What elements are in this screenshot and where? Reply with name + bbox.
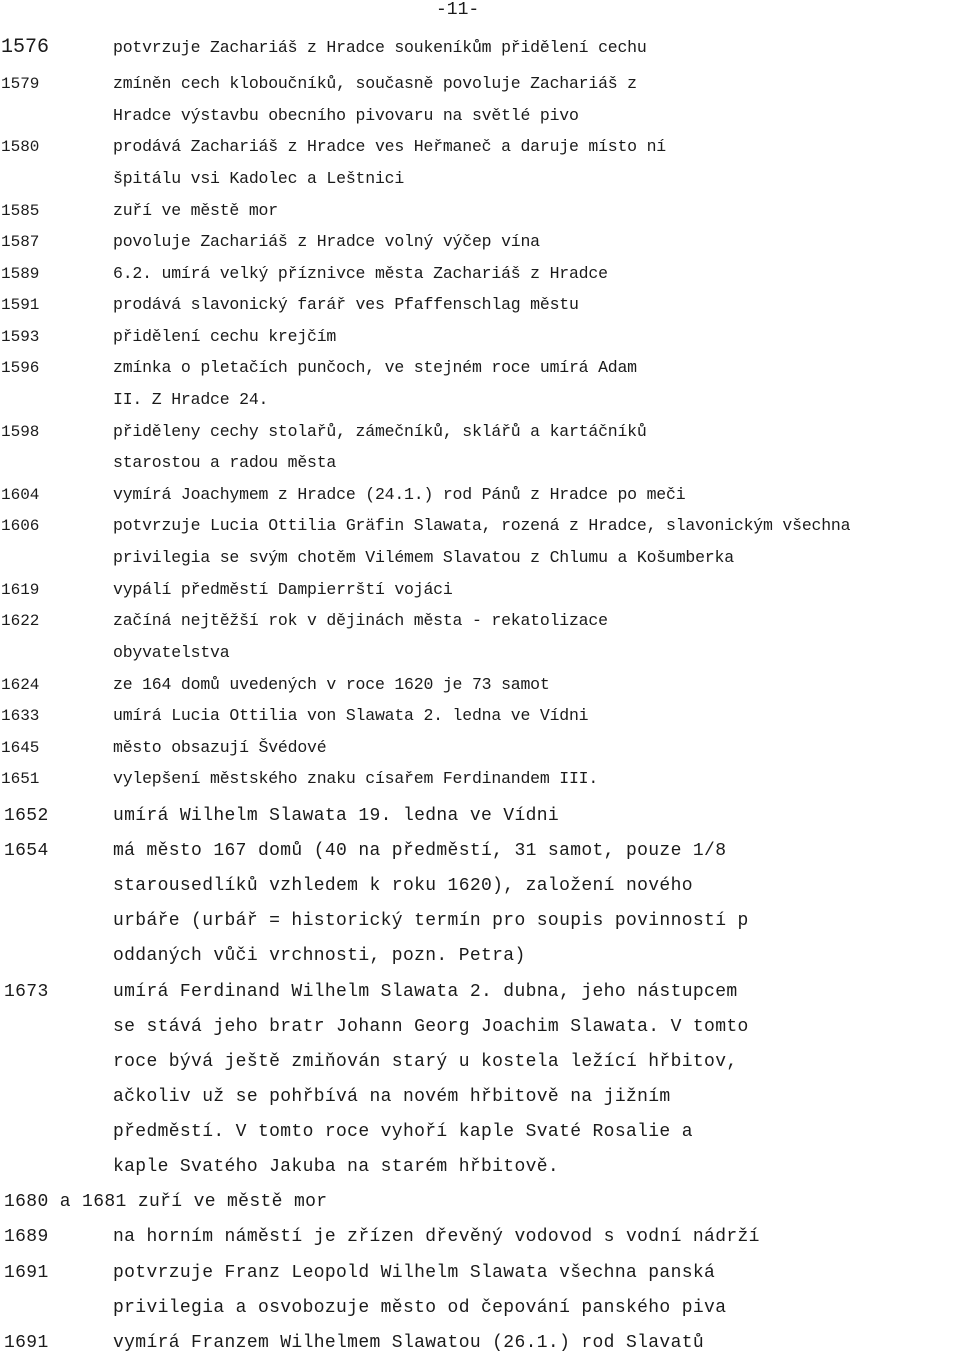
entry-year: 1587 xyxy=(1,233,40,251)
entry-text-line: zmíněn cech kloboučníků, současně povoluje Zachariáš z xyxy=(113,74,637,93)
entry-text-line: potvrzuje Franz Leopold Wilhelm Slawata všechna panská xyxy=(113,1263,716,1283)
entry-text-line: povoluje Zachariáš z Hradce volný výčep vína xyxy=(113,232,540,251)
entry-year: 1598 xyxy=(1,423,40,441)
entry-text-line: starostou a radou města xyxy=(113,453,337,472)
entry-year: 1591 xyxy=(1,296,40,314)
entry-year: 1691 xyxy=(4,1263,49,1283)
entry-year: 1619 xyxy=(1,581,40,599)
entry-text-line: potvrzuje Zachariáš z Hradce soukeníkům přidělení cechu xyxy=(113,38,647,57)
entry-year: 1604 xyxy=(1,486,40,504)
page-number: -11- xyxy=(436,0,480,20)
entry-text-line: Hradce výstavbu obecního pivovaru na světlé pivo xyxy=(113,106,579,125)
entry-text-line: špitálu vsi Kadolec a Leštnici xyxy=(113,169,405,188)
entry-year: 1633 xyxy=(1,707,40,725)
entry-text-line: město obsazují Švédové xyxy=(113,738,327,757)
entry-text-line: vymírá Joachymem z Hradce (24.1.) rod Pánů z Hradce po meči xyxy=(113,485,686,504)
entry-text-line: zmínka o pletačích punčoch, ve stejném roce umírá Adam xyxy=(113,358,637,377)
entry-year: 1624 xyxy=(1,676,40,694)
entry-year: 1579 xyxy=(1,75,40,93)
entry-text-line: 1680 a 1681 zuří ve městě mor xyxy=(4,1192,328,1212)
entry-text-line: zuří ve městě mor xyxy=(113,201,278,220)
entry-text-line: vypálí předměstí Dampierrští vojáci xyxy=(113,580,453,599)
entry-text-line: urbáře (urbář = historický termín pro soupis povinností p xyxy=(113,911,749,931)
entry-year: 1651 xyxy=(1,770,40,788)
entry-year: 1622 xyxy=(1,612,40,630)
entry-year: 1654 xyxy=(4,841,49,861)
entry-text-line: potvrzuje Lucia Ottilia Gräfin Slawata, rozená z Hradce, slavonickým všechna xyxy=(113,516,851,535)
entry-year: 1576 xyxy=(1,36,50,59)
entry-text-line: oddaných vůči vrchnosti, pozn. Petra) xyxy=(113,946,526,966)
entry-text-line: starousedlíků vzhledem k roku 1620), založení nového xyxy=(113,876,693,896)
entry-text-line: se stává jeho bratr Johann Georg Joachim Slawata. V tomto xyxy=(113,1017,749,1037)
entry-text-line: začíná nejtěžší rok v dějinách města - rekatolizace xyxy=(113,611,608,630)
entry-text-line: přidělení cechu krejčím xyxy=(113,327,337,346)
entry-text-line: ačkoliv už se pohřbívá na novém hřbitově na jižním xyxy=(113,1087,671,1107)
entry-year: 1589 xyxy=(1,265,40,283)
entry-text-line: prodává Zachariáš z Hradce ves Heřmaneč a daruje místo ní xyxy=(113,137,666,156)
entry-year: 1691 xyxy=(4,1333,49,1353)
entry-year: 1580 xyxy=(1,138,40,156)
entry-text-line: 6.2. umírá velký příznivce města Zachariáš z Hradce xyxy=(113,264,608,283)
entry-year: 1606 xyxy=(1,517,40,535)
entry-year: 1689 xyxy=(4,1227,49,1247)
entry-text-line: na horním náměstí je zřízen dřevěný vodovod s vodní nádrží xyxy=(113,1227,760,1247)
entry-text-line: ze 164 domů uvedených v roce 1620 je 73 samot xyxy=(113,675,550,694)
entry-text-line: umírá Wilhelm Slawata 19. ledna ve Vídni xyxy=(113,806,560,826)
entry-text-line: kaple Svatého Jakuba na starém hřbitově. xyxy=(113,1157,560,1177)
entry-text-line: prodává slavonický farář ves Pfaffenschlag městu xyxy=(113,295,579,314)
entry-text-line: II. Z Hradce 24. xyxy=(113,390,269,409)
entry-text-line: přiděleny cechy stolařů, zámečníků, sklářů a kartáčníků xyxy=(113,422,647,441)
entry-year: 1596 xyxy=(1,359,40,377)
entry-text-line: umírá Ferdinand Wilhelm Slawata 2. dubna, jeho nástupcem xyxy=(113,982,738,1002)
entry-text-line: vylepšení městského znaku císařem Ferdinandem III. xyxy=(113,769,599,788)
entry-text-line: má město 167 domů (40 na předměstí, 31 samot, pouze 1/8 xyxy=(113,841,727,861)
entry-year: 1593 xyxy=(1,328,40,346)
entry-text-line: předměstí. V tomto roce vyhoří kaple Svaté Rosalie a xyxy=(113,1122,693,1142)
entry-text-line: umírá Lucia Ottilia von Slawata 2. ledna ve Vídni xyxy=(113,706,589,725)
entry-text-line: privilegia a osvobozuje město od čepování panského piva xyxy=(113,1298,727,1318)
entry-text-line: obyvatelstva xyxy=(113,643,230,662)
entry-text-line: vymírá Franzem Wilhelmem Slawatou (26.1.) rod Slavatů xyxy=(113,1333,705,1353)
entry-text-line: roce bývá ještě zmiňován starý u kostela ležící hřbitov, xyxy=(113,1052,738,1072)
entry-year: 1645 xyxy=(1,739,40,757)
entry-year: 1652 xyxy=(4,806,49,826)
entry-year: 1585 xyxy=(1,202,40,220)
entry-year: 1673 xyxy=(4,982,49,1002)
entry-text-line: privilegia se svým chotěm Vilémem Slavatou z Chlumu a Košumberka xyxy=(113,548,734,567)
